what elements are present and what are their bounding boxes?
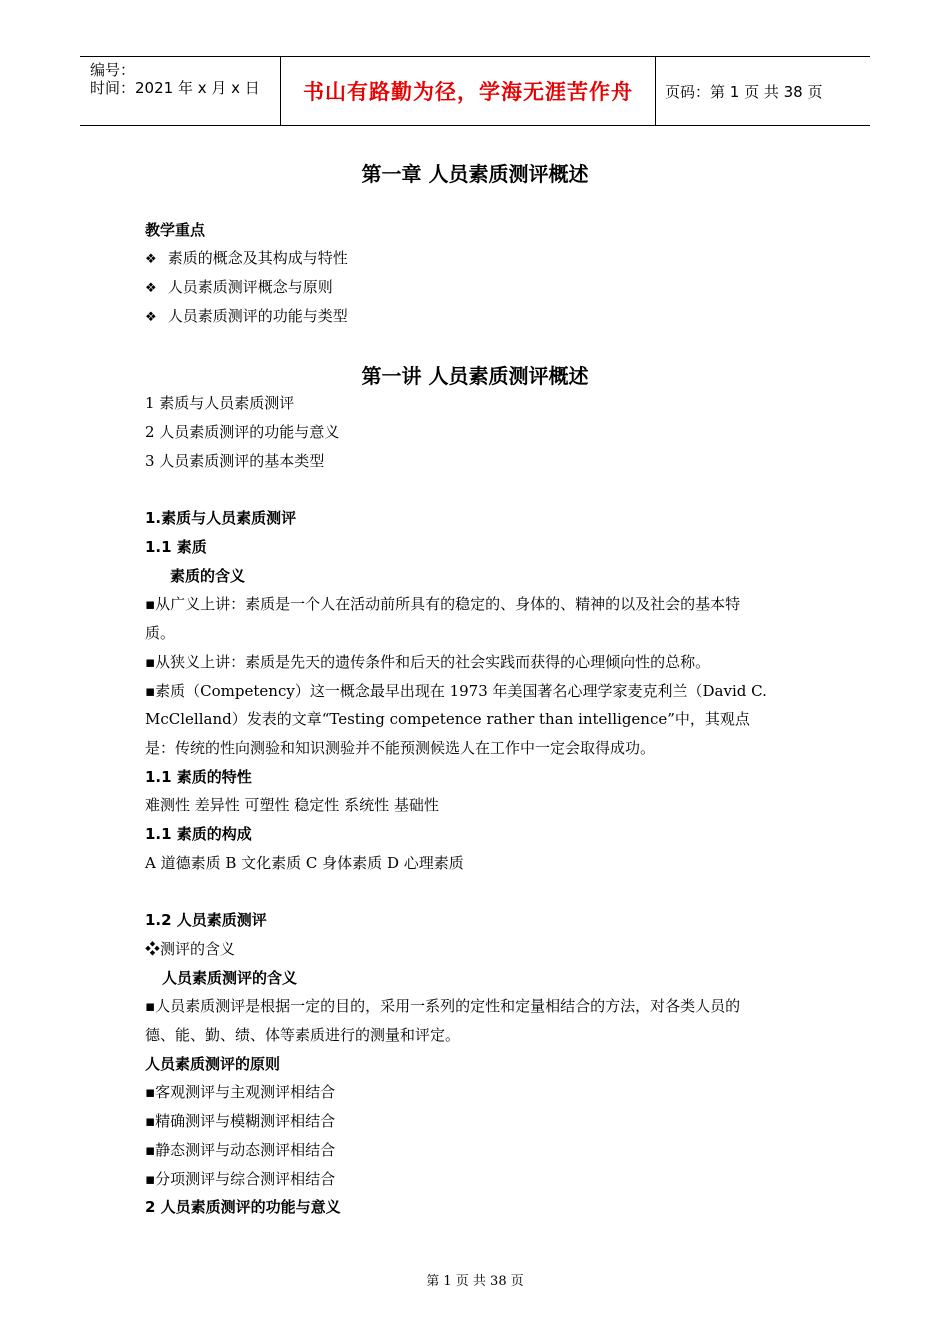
subsection-heading: 1.1 素质的特性 <box>145 768 252 786</box>
chapter-title: 第一章 人员素质测评概述 <box>361 162 589 186</box>
header-meta <box>80 57 280 125</box>
principle-item: ▪静态测评与动态测评相结合 <box>145 1141 336 1159</box>
principles-heading: 人员素质测评的原则 <box>145 1055 281 1073</box>
outline-item: 3 人员素质测评的基本类型 <box>145 452 325 470</box>
document-number-label: 编号： <box>90 61 136 79</box>
subsection-heading: 1.1 素质 <box>145 538 207 556</box>
header-motto-cell <box>280 57 656 125</box>
page-footer: 第 1 页 共 38 页 <box>426 1274 524 1289</box>
list-item: ❖测评的含义 <box>145 940 236 958</box>
diamond-bullet-icon: ❖ <box>145 310 157 325</box>
section-heading: 1.素质与人员素质测评 <box>145 509 297 527</box>
paragraph-line: ▪素质（Competency）这一概念最早出现在 1973 年美国著名心理学家麦克利兰（David C. <box>145 682 767 700</box>
outline-item: 2 人员素质测评的功能与意义 <box>145 423 340 441</box>
teaching-focus-item: ❖ 人员素质测评概念与原则 <box>145 278 333 296</box>
principle-item: ▪客观测评与主观测评相结合 <box>145 1083 336 1101</box>
header-motto: 书山有路勤为径，学海无涯苦作舟 <box>303 80 633 104</box>
traits-list: 难测性 差异性 可塑性 稳定性 系统性 基础性 <box>145 796 439 814</box>
paragraph-line: McClelland）发表的文章“Testing competence rather than intelligence”中，其观点 <box>145 710 750 728</box>
diamond-bullet-icon: ❖ <box>145 281 157 296</box>
meaning-heading: 人员素质测评的含义 <box>162 969 298 987</box>
section-heading: 2 人员素质测评的功能与意义 <box>145 1198 341 1216</box>
document-time-label: 时间：2021 年 x 月 x 日 <box>90 79 260 97</box>
meaning-heading: 素质的含义 <box>170 567 246 585</box>
principle-item: ▪分项测评与综合测评相结合 <box>145 1170 336 1188</box>
paragraph-line: 德、能、勤、绩、体等素质进行的测量和评定。 <box>145 1026 461 1044</box>
principle-item: ▪精确测评与模糊测评相结合 <box>145 1112 336 1130</box>
subsection-heading: 1.1 素质的构成 <box>145 825 252 843</box>
composition-list: A 道德素质 B 文化素质 C 身体素质 D 心理素质 <box>145 854 464 872</box>
teaching-focus-item: ❖ 人员素质测评的功能与类型 <box>145 307 348 325</box>
paragraph-line: ▪从狭义上讲：素质是先天的遗传条件和后天的社会实践而获得的心理倾向性的总称。 <box>145 653 711 671</box>
teaching-focus-heading: 教学重点 <box>145 221 206 239</box>
diamond-bullet-icon: ❖ <box>145 252 157 267</box>
subsection-heading: 1.2 人员素质测评 <box>145 911 267 929</box>
header-page-info: 页码：第 1 页 共 38 页 <box>665 82 823 101</box>
paragraph-line: ▪人员素质测评是根据一定的目的，采用一系列的定性和定量相结合的方法，对各类人员的 <box>145 997 741 1015</box>
paragraph-line: ▪从广义上讲：素质是一个人在活动前所具有的稳定的、身体的、精神的以及社会的基本特 <box>145 595 741 613</box>
teaching-focus-item: ❖ 素质的概念及其构成与特性 <box>145 249 348 267</box>
paragraph-line: 质。 <box>145 624 176 642</box>
document-header <box>80 56 870 126</box>
paragraph-line: 是：传统的性向测验和知识测验并不能预测候选人在工作中一定会取得成功。 <box>145 739 656 757</box>
header-page-cell <box>655 57 870 125</box>
outline-item: 1 素质与人员素质测评 <box>145 394 295 412</box>
lecture-title: 第一讲 人员素质测评概述 <box>361 364 589 388</box>
